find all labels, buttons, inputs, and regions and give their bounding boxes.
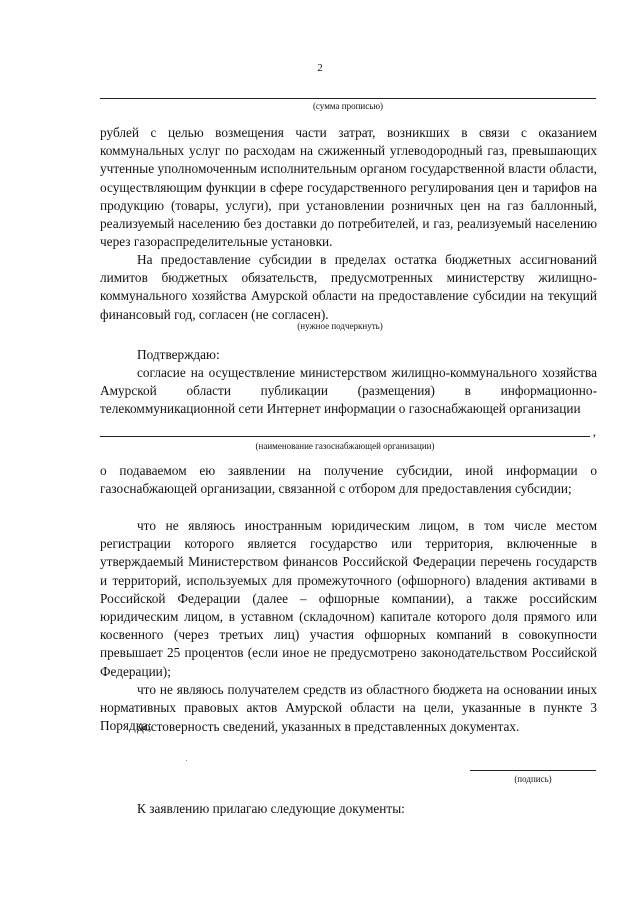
accuracy-paragraph: достоверность сведений, указанных в представленных документах. <box>137 719 520 734</box>
not-recipient-paragraph: что не являюсь получателем средств из областного бюджета на основании иных нормативных правовых актов Амурской области на цели, указанные в пункте 3 Порядка; <box>100 682 597 734</box>
comma: , <box>592 424 596 439</box>
signature-caption: (подпись) <box>514 774 552 784</box>
page-number: 2 <box>317 62 323 74</box>
signature-line <box>470 770 596 771</box>
organization-name-line <box>100 436 590 437</box>
organization-caption: (наименование газоснабжающей организации) <box>255 441 435 451</box>
application-info-paragraph: о подаваемом ею заявлении на получение субсидии, иной информации о газоснабжающей организации, связанной с отбором для предоставления субсидии; <box>100 463 597 497</box>
attachments-heading: К заявлению прилагаю следующие документы: <box>137 801 405 816</box>
underline-caption: (нужное подчеркнуть) <box>297 321 383 331</box>
scan-speck <box>186 760 187 761</box>
amount-line <box>100 98 596 99</box>
confirm-heading: Подтверждаю: <box>137 347 220 362</box>
publication-consent-paragraph: согласие на осуществление министерством жилищно-коммунального хозяйства Амурской области публикации (размещения) в информационно-телекоммуникационной сети Интернет информации о газоснабжающей организации <box>100 365 597 417</box>
budget-consent-paragraph: На предоставление субсидии в пределах остатка бюджетных ассигнований лимитов бюджетных обязательств, предусмотренных министерству жилищно-коммунального хозяйства Амурской области на предоставление субсидии на текущий финансовый год, согласен (не согласен). <box>100 252 597 322</box>
amount-caption: (сумма прописью) <box>312 101 384 111</box>
not-foreign-entity-paragraph: что не являюсь иностранным юридическим лицом, в том числе местом регистрации которого является государство или территория, включенные в утверждаемый Министерством финансов Российской Федерации перечень государств и территорий, используемых для промежуточного (офшорного) владения активами в Российской Федерации (далее – офшорные компании), а также российским юридическим лицом, в уставном (складочном) капитале которого доля прямого или косвенного (через третьих лиц) участия офшорных компаний в совокупности превышает 25 процентов (если иное не предусмотрено законодательством Российской Федерации); <box>100 518 597 679</box>
subsidy-purpose-paragraph: рублей с целью возмещения части затрат, возникших в связи с оказанием коммунальных услуг по расходам на сжиженный углеводородный газ, превышающих учтенные уполномоченным исполнительным органом государственной власти области, осуществляющим функции в сфере государственного регулирования цен и тарифов на продукцию (товары, услуги), при установлении розничных цен на газ баллонный, реализуемый населению без доставки до потребителей, и газ, реализуемый населению через газораспределительные установки. <box>100 125 597 250</box>
